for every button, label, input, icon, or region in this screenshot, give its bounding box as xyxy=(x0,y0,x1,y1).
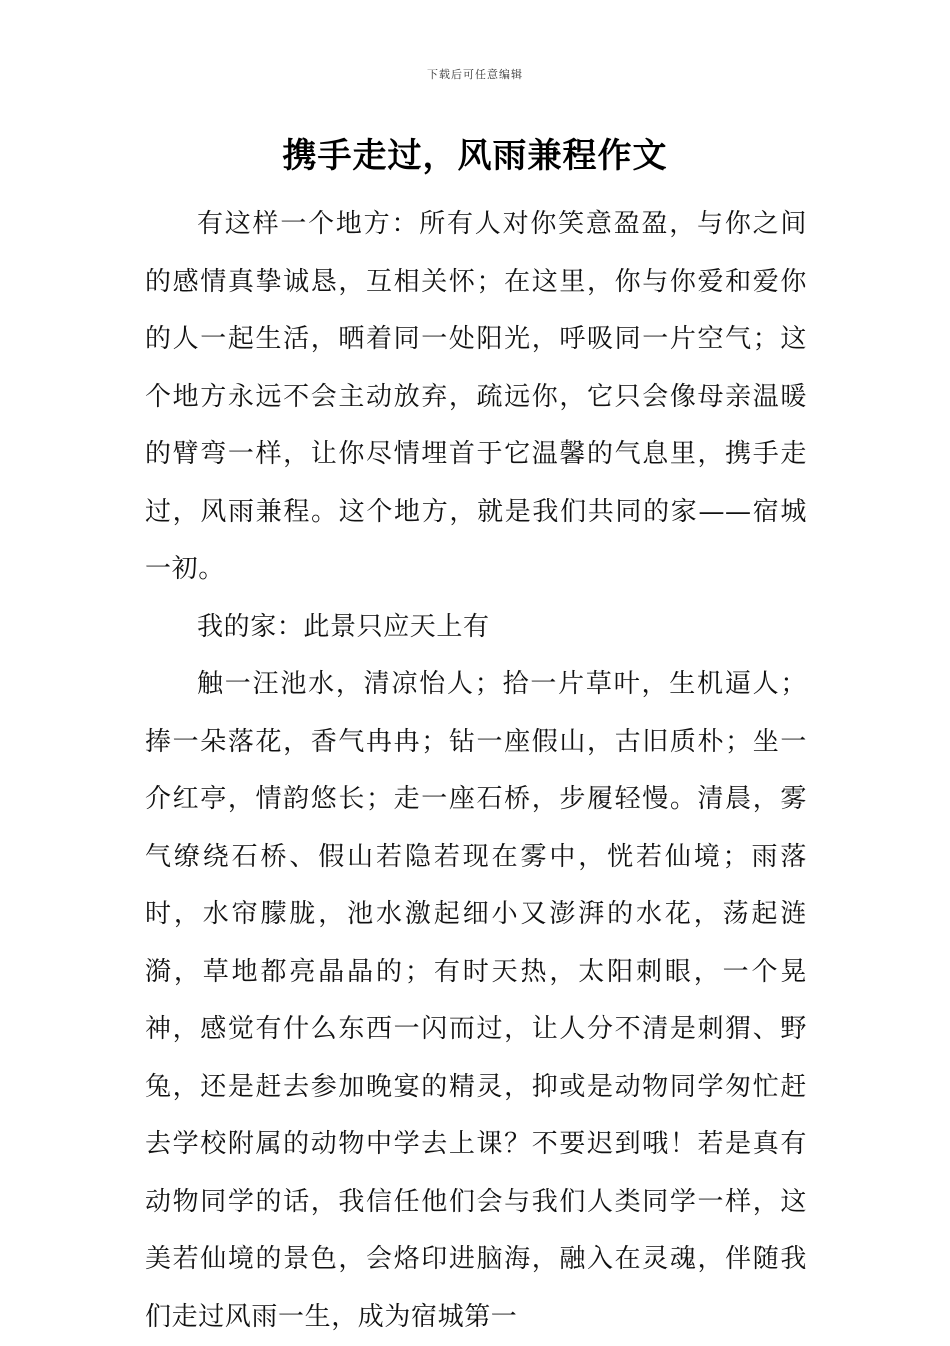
header-note: 下载后可任意编辑 xyxy=(427,68,523,81)
paragraph-subheading: 我的家：此景只应天上有 xyxy=(197,611,490,642)
document-body xyxy=(145,196,807,1346)
document-title: 携手走过，风雨兼程作文 xyxy=(282,136,668,176)
paragraph-scenery: 触一汪池水，清凉怡人；拾一片草叶，生机逼人；捧一朵落花，香气冉冉；钻一座假山，古旧质朴；坐一介红亭，情韵悠长；走一座石桥，步履轻慢。清晨，雾气缭绕石桥、假山若隐若现在雾中，恍若仙境；雨落时，水帘朦胧，池水激起细小又澎湃的水花，荡起涟漪，草地都亮晶晶的；有时天热，太阳刺眼，一个晃神，感觉有什么东西一闪而过，让人分不清是刺猬、野兔，还是赶去参加晚宴的精灵，抑或是动物同学匆忙赶去学校附属的动物中学去上课？不要迟到哦！若是真有动物同学的话，我信任他们会与我们人类同学一样，这美若仙境的景色，会烙印进脑海，融入在灵魂，伴随我们走过风雨一生，成为宿城第一 xyxy=(145,669,807,1332)
paragraph-intro: 有这样一个地方：所有人对你笑意盈盈，与你之间的感情真挚诚恳，互相关怀；在这里，你与你爱和爱你的人一起生活，晒着同一处阳光，呼吸同一片空气；这个地方永远不会主动放弃，疏远你，它只会像母亲温暖的臂弯一样，让你尽情埋首于它温馨的气息里，携手走过，风雨兼程。这个地方，就是我们共同的家——宿城一初。 xyxy=(145,209,807,584)
